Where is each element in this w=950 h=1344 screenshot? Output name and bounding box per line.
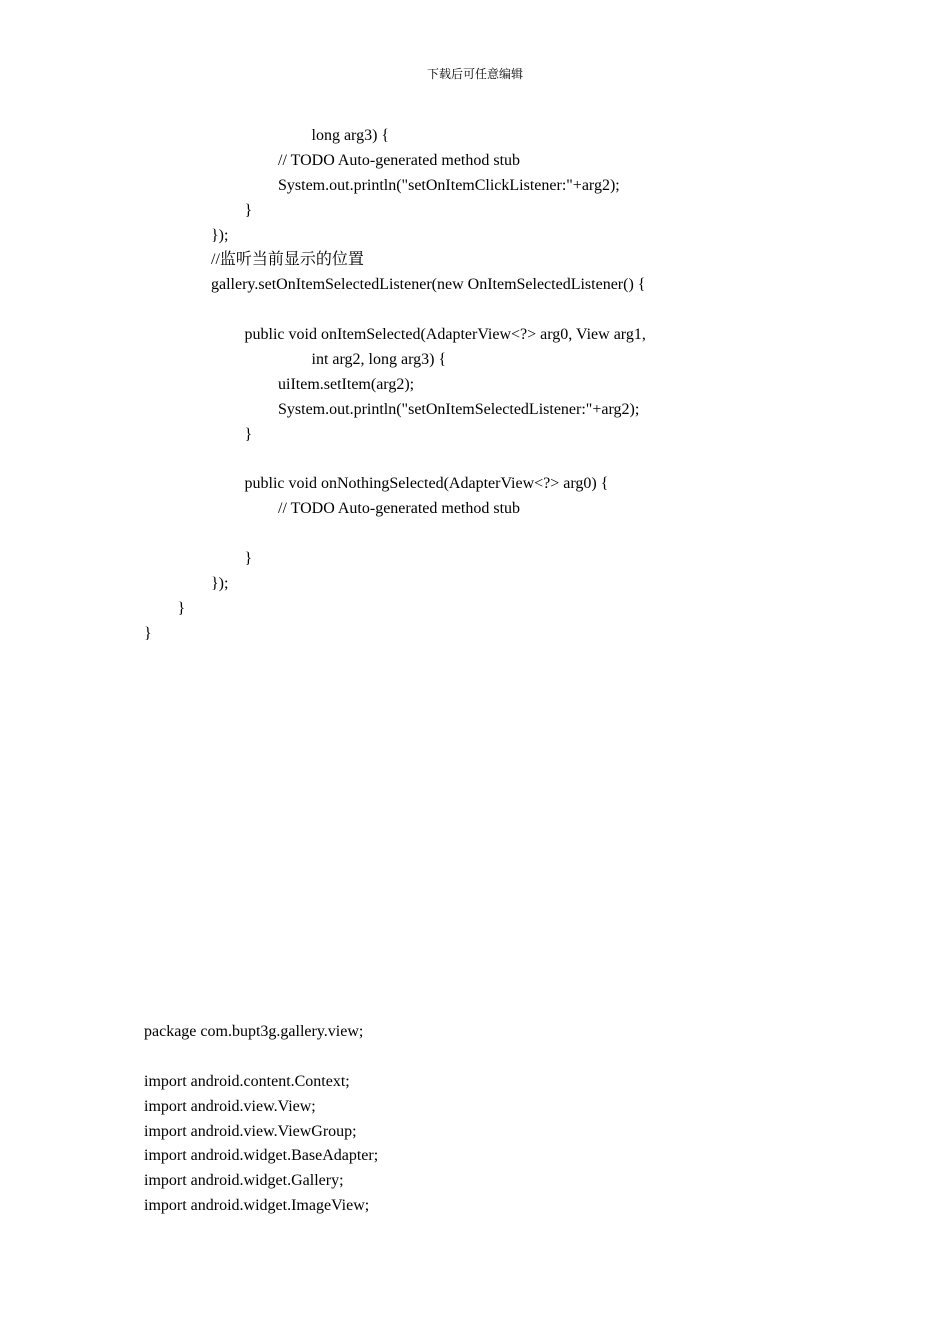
code-line: }); <box>211 575 229 593</box>
code-line: gallery.setOnItemSelectedListener(new OnItemSelectedListener() { <box>211 276 646 294</box>
code-line: } <box>244 201 253 219</box>
code-line: //监听当前显示的位置 <box>211 251 364 269</box>
code-line: // TODO Auto-generated method stub <box>278 500 521 518</box>
code-line: int arg2, long arg3) { <box>311 351 447 369</box>
code-line: import android.widget.BaseAdapter; <box>144 1147 379 1165</box>
code-line: import android.content.Context; <box>144 1072 350 1090</box>
code-line <box>144 522 646 547</box>
code-line: } <box>244 550 253 568</box>
code-line: package com.bupt3g.gallery.view; <box>144 1023 364 1040</box>
code-line: } <box>177 599 186 617</box>
code-line: public void onNothingSelected(AdapterView<?> arg0) { <box>244 475 609 493</box>
code-line: }); <box>211 226 229 244</box>
code-line: // TODO Auto-generated method stub <box>278 151 521 169</box>
code-line: public void onItemSelected(AdapterView<?> arg0, View arg1, <box>244 326 646 344</box>
code-line: import android.widget.Gallery; <box>144 1172 344 1190</box>
page-header: 下载后可任意编辑 <box>426 67 523 81</box>
code-line: import android.view.View; <box>144 1097 316 1115</box>
code-line: System.out.println("setOnItemSelectedListener:"+arg2); <box>278 400 640 418</box>
code-line: import android.widget.ImageView; <box>144 1197 370 1215</box>
code-line: } <box>244 425 253 443</box>
code-line: uiItem.setItem(arg2); <box>278 375 415 393</box>
code-block-listener <box>144 124 646 647</box>
code-line: import android.view.ViewGroup; <box>144 1122 357 1140</box>
code-line: System.out.println("setOnItemClickListener:"+arg2); <box>278 176 620 194</box>
code-line <box>144 448 646 473</box>
code-line <box>144 1045 378 1070</box>
code-line <box>144 298 646 323</box>
code-block-imports <box>144 1020 378 1219</box>
code-line: } <box>144 624 152 642</box>
code-line: long arg3) { <box>311 127 390 144</box>
